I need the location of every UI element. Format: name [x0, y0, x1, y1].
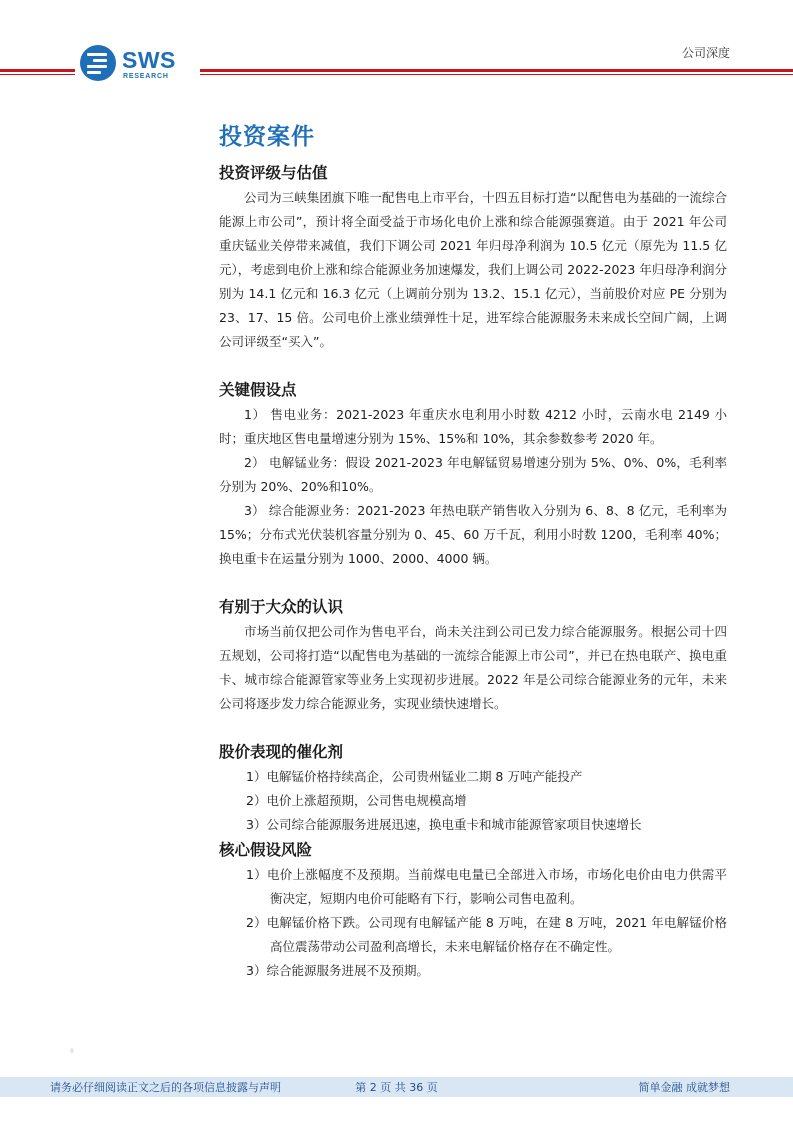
header-rule: [200, 69, 793, 72]
footer-slogan: 简单金融 成就梦想: [638, 1081, 730, 1094]
section-title-assumptions: 关键假设点: [219, 381, 297, 399]
page-mark: 8: [70, 1048, 74, 1055]
footer-disclaimer: 请务必仔细阅读正文之后的各项信息披露与声明: [50, 1081, 281, 1094]
section-title-difference: 有别于大众的认识: [219, 598, 344, 616]
risk-item: 2）电解锰价格下跌。公司现有电解锰产能 8 万吨，在建 8 万吨，2021 年电解锰价格高位震荡带动公司盈利高增长，未来电解锰价格存在不确定性。: [246, 915, 727, 954]
section-title-catalysts: 股价表现的催化剂: [219, 743, 344, 761]
risk-item: 3）综合能源服务进展不及预期。: [246, 963, 429, 978]
sws-logo: [80, 45, 190, 83]
page-title: 投资案件: [219, 124, 315, 150]
header-rule-thin: [200, 74, 793, 75]
header-rule: [0, 69, 75, 72]
section-title-rating: 投资评级与估值: [219, 164, 328, 182]
difference-paragraph: 市场当前仅把公司作为售电平台，尚未关注到公司已发力综合能源服务。根据公司十四五规划，公司将打造“以配售电为基础的一流综合能源上市公司”，并已在热电联产、换电重卡、城市综合能源管家等业务上实现初步进展。2022 年是公司综合能源业务的元年，未来公司将逐步发力综合能源业务，实现业绩快速增长。: [219, 624, 727, 711]
logo-emblem-icon: [80, 45, 116, 81]
page-number: 第 2 页 共 36 页: [355, 1081, 438, 1094]
header-rule-thin: [0, 74, 75, 75]
catalyst-item: 3）公司综合能源服务进展迅速，换电重卡和城市能源管家项目快速增长: [246, 817, 642, 832]
catalyst-item: 1）电解锰价格持续高企，公司贵州锰业二期 8 万吨产能投产: [246, 769, 583, 784]
assumption-item: 2） 电解锰业务：假设 2021-2023 年电解锰贸易增速分别为 5%、0%、0%，毛利率分别为 20%、20%和10%。: [219, 455, 727, 494]
logo-subtext: RESEARCH: [123, 73, 169, 80]
assumption-item: 1） 售电业务：2021-2023 年重庆水电利用小时数 4212 小时，云南水电 2149 小时；重庆地区售电量增速分别为 15%、15%和 10%，其余参数参考 2020 年。: [219, 407, 727, 446]
report-content: [219, 118, 727, 983]
assumption-item: 3） 综合能源业务：2021-2023 年热电联产销售收入分别为 6、8、8 亿元，毛利率为 15%；分布式光伏装机容量分别为 0、45、60 万千瓦，利用小时数 1200，毛利率 40%；换电重卡在运量分别为 1000、2000、4000 辆。: [219, 503, 727, 566]
logo-text: SWS: [122, 47, 176, 73]
catalyst-item: 2）电价上涨超预期，公司售电规模高增: [246, 793, 467, 808]
risk-item: 1）电价上涨幅度不及预期。当前煤电电量已全部进入市场，市场化电价由电力供需平衡决定，短期内电价可能略有下行，影响公司售电盈利。: [246, 867, 727, 906]
report-type-label: 公司深度: [681, 46, 730, 60]
rating-paragraph: 公司为三峡集团旗下唯一配售电上市平台，十四五目标打造“以配售电为基础的一流综合能源上市公司”，预计将全面受益于市场化电价上涨和综合能源强赛道。由于 2021 年公司重庆锰业关停带来减值，我们下调公司 2021 年归母净利润为 10.5 亿元（原先为 11.5 亿元），考虑到电价上涨和综合能源业务加速爆发，我们上调公司 2022-2023 年归母净利润分别为 14.1 亿元和 16.3 亿元（上调前分别为 13.2、15.1 亿元），当前股价对应 PE 分别为 23、17、15 倍。公司电价上涨业绩弹性十足，进军综合能源服务未来成长空间广阔，上调公司评级至“买入”。: [219, 190, 727, 349]
section-title-risks: 核心假设风险: [219, 841, 313, 859]
